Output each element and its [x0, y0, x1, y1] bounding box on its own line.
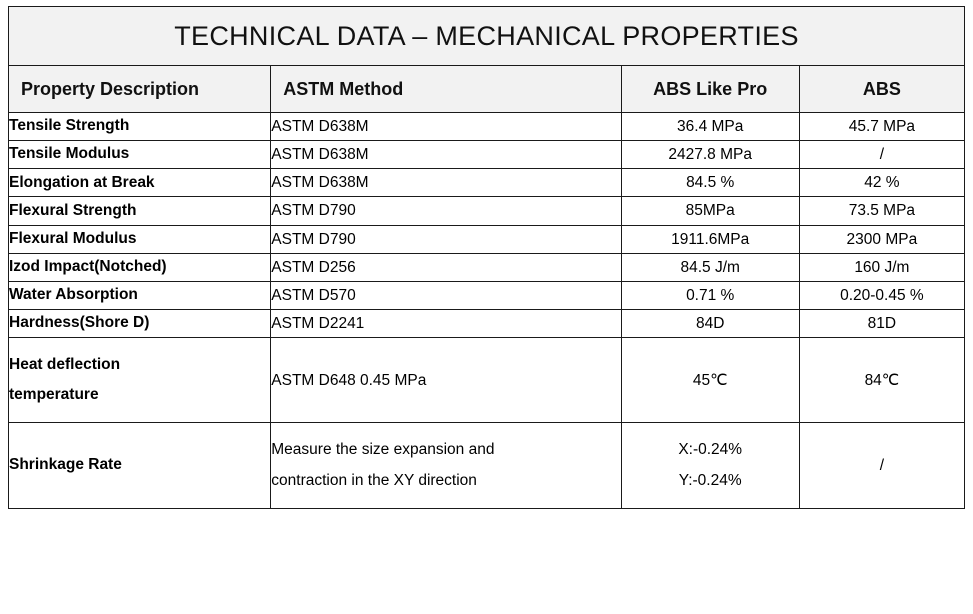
cell-abs-like-pro: 0.71 % [621, 281, 799, 309]
cell-method: ASTM D790 [271, 225, 621, 253]
cell-method: ASTM D648 0.45 MPa [271, 338, 621, 423]
cell-abs-like-pro: 84.5 J/m [621, 253, 799, 281]
cell-method: Measure the size expansion and contraction in the XY direction [271, 423, 621, 508]
cell-property: Izod Impact(Notched) [9, 253, 271, 281]
cell-abs: 160 J/m [799, 253, 964, 281]
table-row [9, 225, 965, 253]
cell-abs-like-pro: 84D [621, 309, 799, 337]
table-row [9, 197, 965, 225]
cell-property: Hardness(Shore D) [9, 309, 271, 337]
cell-abs: / [799, 141, 964, 169]
cell-abs: 84℃ [799, 338, 964, 423]
cell-abs: 45.7 MPa [799, 113, 964, 141]
table-header-row [9, 66, 965, 113]
cell-property: Elongation at Break [9, 169, 271, 197]
cell-property: Tensile Strength [9, 113, 271, 141]
cell-abs-like-pro: 36.4 MPa [621, 113, 799, 141]
cell-abs-like-pro: 2427.8 MPa [621, 141, 799, 169]
cell-method: ASTM D570 [271, 281, 621, 309]
column-header-abs-like-pro: ABS Like Pro [621, 66, 799, 113]
table-row [9, 338, 965, 423]
cell-method: ASTM D638M [271, 113, 621, 141]
table-title-row [9, 7, 965, 66]
cell-abs: 2300 MPa [799, 225, 964, 253]
cell-abs-like-pro: 45℃ [621, 338, 799, 423]
table-row [9, 113, 965, 141]
cell-abs-like-pro: 1911.6MPa [621, 225, 799, 253]
cell-method: ASTM D2241 [271, 309, 621, 337]
cell-method: ASTM D790 [271, 197, 621, 225]
column-header-abs: ABS [799, 66, 964, 113]
column-header-property: Property Description [9, 66, 271, 113]
cell-property: Shrinkage Rate [9, 423, 271, 508]
cell-property: Water Absorption [9, 281, 271, 309]
table-row [9, 169, 965, 197]
table-row [9, 309, 965, 337]
cell-abs: / [799, 423, 964, 508]
cell-method: ASTM D638M [271, 141, 621, 169]
column-header-method: ASTM Method [271, 66, 621, 113]
page-title: TECHNICAL DATA – MECHANICAL PROPERTIES [9, 7, 965, 66]
table-row [9, 281, 965, 309]
cell-property: Tensile Modulus [9, 141, 271, 169]
cell-abs-like-pro: X:-0.24% Y:-0.24% [621, 423, 799, 508]
cell-method: ASTM D638M [271, 169, 621, 197]
table-row [9, 141, 965, 169]
table-row [9, 253, 965, 281]
cell-property: Flexural Strength [9, 197, 271, 225]
cell-property: Heat deflection temperature [9, 338, 271, 423]
cell-abs: 0.20-0.45 % [799, 281, 964, 309]
cell-property: Flexural Modulus [9, 225, 271, 253]
cell-abs: 42 % [799, 169, 964, 197]
technical-data-table [8, 6, 965, 509]
cell-abs-like-pro: 85MPa [621, 197, 799, 225]
cell-abs-like-pro: 84.5 % [621, 169, 799, 197]
cell-method: ASTM D256 [271, 253, 621, 281]
cell-abs: 73.5 MPa [799, 197, 964, 225]
cell-abs: 81D [799, 309, 964, 337]
table-row [9, 423, 965, 508]
